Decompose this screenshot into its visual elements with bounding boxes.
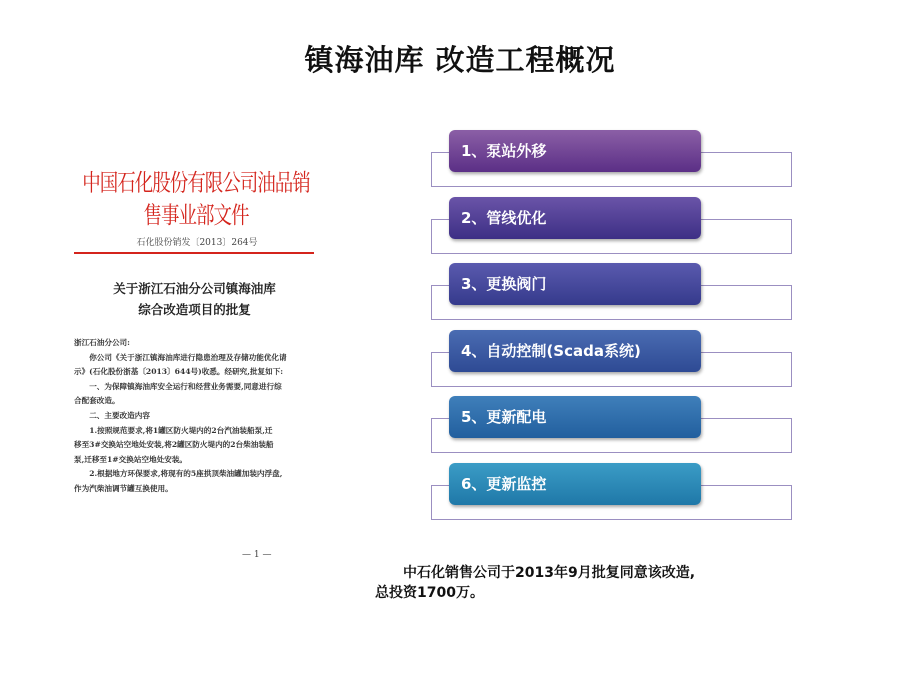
item-label: 1、泵站外移 [449,130,701,172]
document-body-line: 示》(石化股份浙基〔2013〕644号)收悉。经研究,批复如下: [74,367,284,377]
item-label: 2、管线优化 [449,197,701,239]
document-body-line: 泵,迁移至1#交换站空地处安装。 [74,454,188,464]
approval-note [375,563,795,603]
document-body-line: 浙江石油分公司: [74,338,130,347]
item-label: 6、更新监控 [449,463,701,505]
document-red-rule [74,252,314,254]
document-body-line: 合配套改造。 [74,396,120,406]
document-header: 中国石化股份有限公司油品销售事业部文件 [82,170,310,230]
document-page-number: — 1 — [242,550,272,560]
document-body-line: 二、主要改造内容 [89,410,150,420]
document-body-line: 移至3#交换站空地处安装,将2罐区防火堤内的2台柴油装船 [74,440,274,450]
document-number: 石化股份销发〔2013〕264号 [136,238,258,248]
document-body-line: 作为汽柴油调节罐互换使用。 [74,483,173,493]
document-subject-line: 关于浙江石油分公司镇海油库 [113,281,276,296]
page-title: 镇海油库 改造工程概况 [304,43,616,77]
approval-note-line [375,563,795,583]
document-body-line: 2.根据地方环保要求,将现有的5座拱顶柴油罐加装内浮盘, [89,469,283,479]
document-body-line: 你公司《关于浙江镇海油库进行隐患治理及存储功能优化请 [89,352,287,362]
document-body-line: 1.按照规范要求,将1罐区防火堤内的2台汽油装船泵,迁 [89,425,273,435]
document-body [74,336,314,497]
approval-note-text: 中石化销售公司于2013年9月批复同意该改造, [403,565,696,581]
item-label: 4、自动控制(Scada系统) [449,330,701,372]
document-subject [92,278,297,320]
approval-note-line: 总投资1700万。 [375,585,484,601]
item-label: 5、更新配电 [449,396,701,438]
document-body-line: 一、为保障镇海油库安全运行和经营业务需要,同意进行综 [89,381,282,391]
document-subject-line: 综合改造项目的批复 [138,302,251,317]
approval-document-image [62,150,324,580]
item-label: 3、更换阀门 [449,263,701,305]
